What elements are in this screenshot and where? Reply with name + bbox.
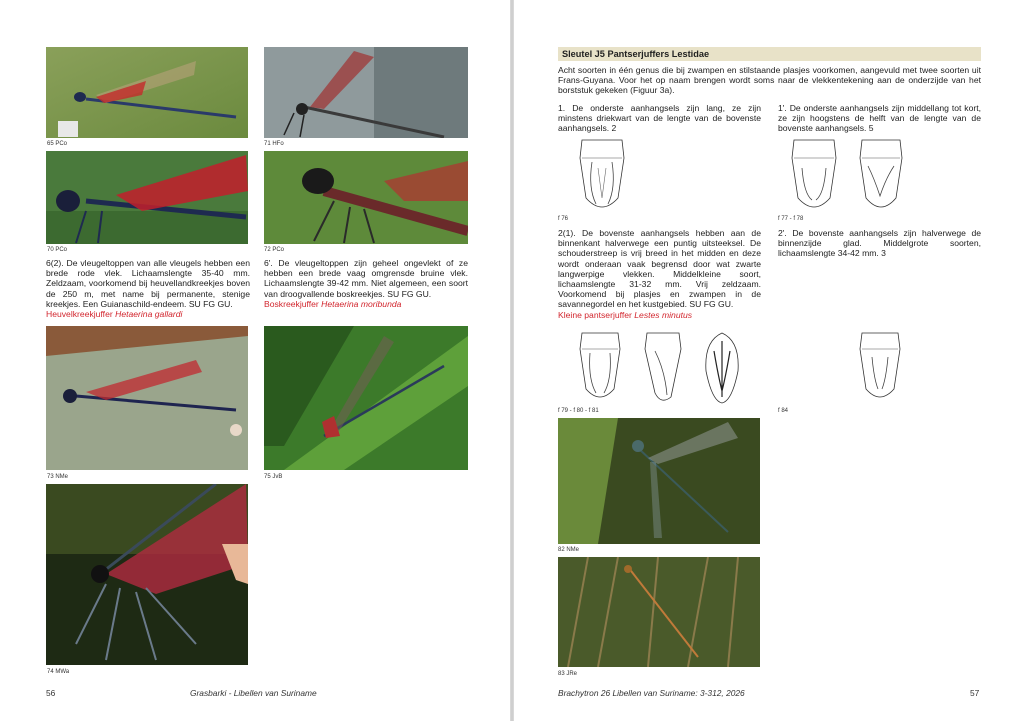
species-kleine-pantserjuffer: Kleine pantserjuffer Lestes minutus xyxy=(558,309,693,320)
photo-65 xyxy=(46,47,248,138)
caption-82: 82 NMe xyxy=(558,547,580,553)
figure-f81 xyxy=(702,331,742,405)
photo-72 xyxy=(264,151,468,244)
key-2-body: 2(1). De bovenste aanhangsels hebben aan de binnenkant halverwege een puntig uitsteeksel. De schouderstreep is vrij breed in het midden en deze wordt onderaan vaak begrensd door wat zwarte langwerpige vlekken. Middelkleine soort, lichaamslengte 31-32 mm. Vrij zeldzaam. Voorkomend bij plasjes en zwampen in de savannegordel en het kustgebied. SU FG GU. xyxy=(558,228,761,310)
photo-71 xyxy=(264,47,468,138)
right-page-number: 57 xyxy=(970,688,980,698)
key-heading: Sleutel J5 Pantserjuffers Lestidae xyxy=(558,47,981,61)
key-6b-text xyxy=(264,258,468,309)
caption-71: 71 HFo xyxy=(264,141,284,147)
photo-73 xyxy=(46,326,248,470)
figure-f76 xyxy=(578,138,626,216)
photo-74 xyxy=(46,484,248,665)
caption-70: 70 PCo xyxy=(47,247,68,253)
species-heuvelkreekjuffer: Heuvelkreekjuffer Hetaerina gallardi xyxy=(46,309,183,320)
caption-65: 65 PCo xyxy=(47,141,68,147)
key-2-text xyxy=(558,228,761,320)
caption-f84: f 84 xyxy=(778,408,789,414)
left-page-number: 56 xyxy=(46,688,56,698)
key-1b-text: 1'. De onderste aanhangsels zijn middellang tot kort, ze zijn hoogstens de helft van de lengte van de bovenste aanhangsels. 5 xyxy=(778,103,981,134)
key-1-text: 1. De onderste aanhangsels zijn lang, ze zijn minstens driekwart van de lengte van de bovenste aanhangsels. 2 xyxy=(558,103,761,134)
right-footer-title: Brachytron 26 Libellen van Suriname: 3-312, 2026 xyxy=(558,688,745,698)
caption-75: 75 JvB xyxy=(264,474,283,480)
figure-f80 xyxy=(641,331,685,405)
caption-f79-f81: f 79 - f 80 - f 81 xyxy=(558,408,599,414)
species-boskreekjuffer: Boskreekjuffer Hetaerina moribunda xyxy=(264,298,402,309)
photo-70 xyxy=(46,151,248,244)
key-6-body: 6(2). De vleugeltoppen van alle vleugels hebben een brede rode vlek. Lichaamslengte 35-40 mm. Zeldzaam, voorkomend bij heuvellandkreekjes boven de 250 m, met name bij permanente, stenige kreekjes. Een Guianaschild-endeem. SU FG GU. xyxy=(46,258,250,309)
figure-f84 xyxy=(858,331,902,405)
photo-83 xyxy=(558,557,760,667)
key-2b-text: 2'. De bovenste aanhangsels zijn halverwege de binnenzijde glad. Middelgrote soorten, lichaamslengte 34-42 mm. 3 xyxy=(778,228,981,259)
figure-f78 xyxy=(858,138,904,216)
key-6b-body: 6'. De vleugeltoppen zijn geheel ongevlekt of ze hebben een brede vaag omgrensde bruine vlek. Lichaamslengte 39-42 mm. Niet algemeen, een soort van droogvallende boskreekjes. SU FG GU. xyxy=(264,258,468,299)
key-6-text xyxy=(46,258,250,319)
caption-74: 74 MWa xyxy=(47,669,70,675)
caption-73: 73 NMe xyxy=(47,474,69,480)
caption-83: 83 JRe xyxy=(558,671,578,677)
key-intro: Acht soorten in één genus die bij zwampen en stilstaande plasjes voorkomen, aangevuld met twee soorten uit Frans-Guyana. Voor het op naam brengen wordt soms naar de vlekkentekening aan de onderzijde van het borststuk gekeken (Figuur 3a). xyxy=(558,65,981,96)
caption-f76: f 76 xyxy=(558,216,569,222)
caption-f77-f78: f 77 - f 78 xyxy=(778,216,804,222)
caption-72: 72 PCo xyxy=(264,247,285,253)
left-footer-title: Grasbarki - Libellen van Suriname xyxy=(190,688,317,698)
photo-82 xyxy=(558,418,760,544)
figure-f77 xyxy=(790,138,838,216)
figure-f79 xyxy=(578,331,622,405)
photo-75 xyxy=(264,326,468,470)
